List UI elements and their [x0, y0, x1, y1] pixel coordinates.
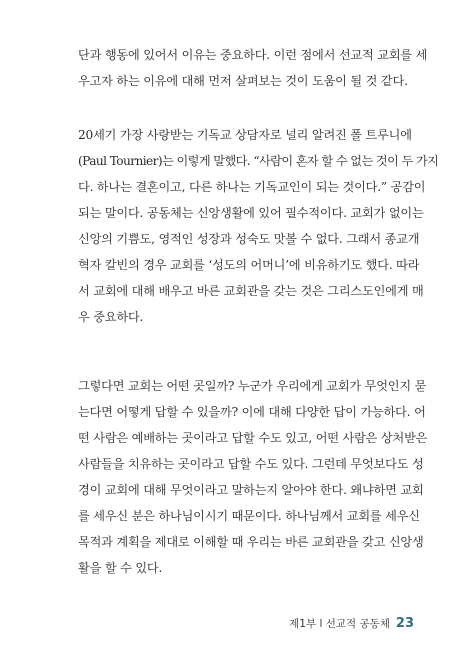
paragraph-1	[78, 42, 428, 94]
text-line: 우고자 하는 이유에 대해 먼저 살펴보는 것이 도움이 될 것 같다.	[78, 74, 408, 88]
text-line: 신앙의 기쁨도, 영적인 성장과 성숙도 맛볼 수 없다. 그래서 종교개	[78, 232, 420, 246]
text-line: 되는 말이다. 공동체는 신앙생활에 있어 필수적이다. 교회가 없이는	[78, 206, 424, 220]
text-line: (Paul Tournier)는 이렇게 말했다. “사람이 혼자 할 수 없는 것이 두 가지	[78, 154, 439, 168]
page-number: 23	[395, 616, 414, 631]
text-line: 를 세우신 분은 하나님이시기 때문이다. 하나님께서 교회를 세우신	[78, 509, 420, 523]
text-line: 다. 하나는 결혼이고, 다른 하나는 기독교인이 되는 것이다.” 공감이	[78, 180, 426, 194]
text-line: 활을 할 수 있다.	[78, 561, 163, 575]
text-line: 는다면 어떻게 답할 수 있을까? 이에 대해 다양한 답이 가능하다. 어	[78, 405, 426, 419]
paragraph-2	[78, 122, 439, 330]
text-line: 20세기 가장 사랑받는 기독교 상담자로 널리 알려진 폴 트루니에	[78, 128, 412, 142]
text-line: 떤 사람은 예배하는 곳이라고 답할 수도 있고, 어떤 사람은 상처받은	[78, 431, 428, 445]
paragraph-3	[78, 373, 428, 581]
text-line: 경이 교회에 대해 무엇이라고 말하는지 알아야 한다. 왜냐하면 교회	[78, 483, 424, 497]
text-line: 그렇다면 교회는 어떤 곳일까? 누군가 우리에게 교회가 무엇인지 묻	[78, 379, 427, 393]
text-line: 서 교회에 대해 배우고 바른 교회관을 갖는 것은 그리스도인에게 매	[78, 284, 424, 298]
page-footer	[289, 616, 414, 631]
text-line: 우 중요하다.	[78, 310, 144, 324]
text-line: 목적과 계획을 제대로 이해할 때 우리는 바른 교회관을 갖고 신앙생	[78, 535, 424, 549]
text-line: 단과 행동에 있어서 이유는 중요하다. 이런 점에서 선교적 교회를 세	[78, 48, 428, 62]
footer-section-title: 제1부 l 선교적 공동체	[289, 618, 390, 630]
text-line: 사람들을 치유하는 곳이라고 답할 수도 있다. 그런데 무엇보다도 성	[78, 457, 424, 471]
text-line: 혁자 칼빈의 경우 교회를 ‘성도의 어머니’에 비유하기도 했다. 따라	[78, 258, 420, 272]
